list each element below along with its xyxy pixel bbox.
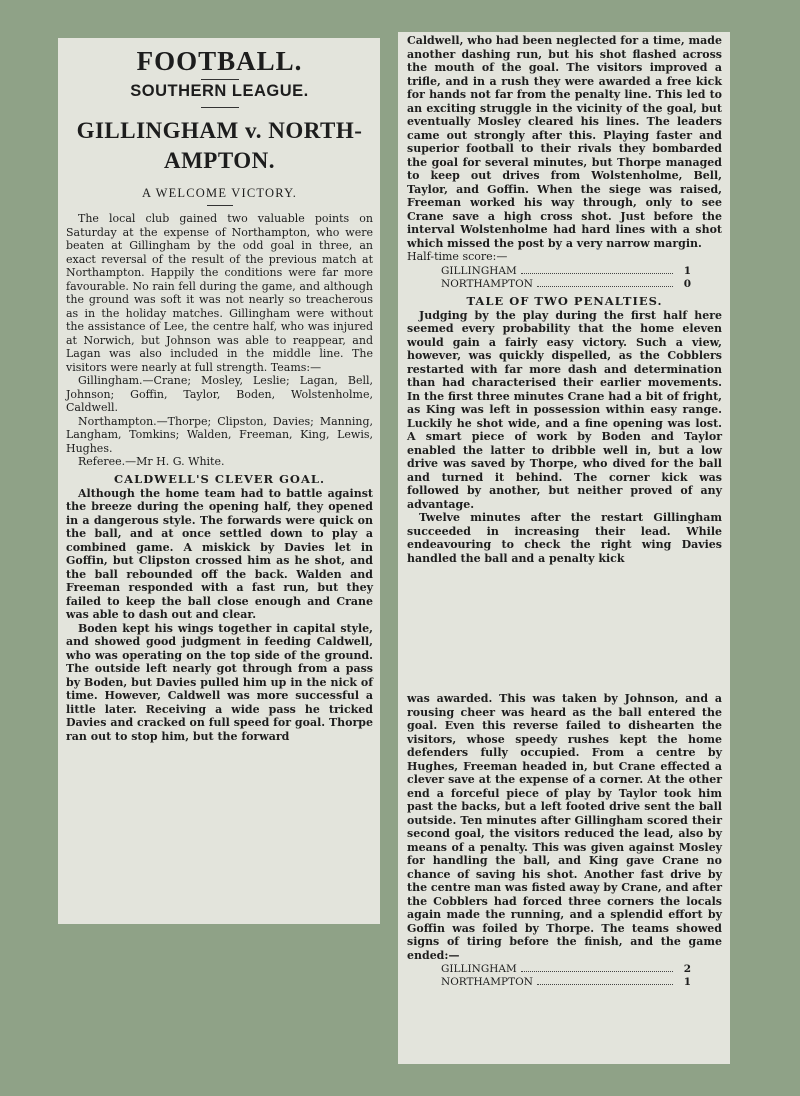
divider-rule (201, 79, 239, 80)
leader-dots (521, 265, 673, 274)
divider-rule (207, 205, 233, 206)
score-value: 2 (683, 963, 691, 975)
score-team: GILLINGHAM (441, 963, 517, 975)
paragraph-caldwell-continued: Caldwell, who had been neglected for a time, made another dashing run, but his shot flashed across the mouth of the goal. The visitors improved a trifle, and in a rush they were awarded a free kick for hands not far from the penalty line. This led to an exciting struggle in the vicinity of the goal, but eventually Mosley cleared his lines. The leaders came out strongly after this. Playing faster and superior football to their rivals they bombarded the goal for several minutes, but Thorpe managed to keep out drives from Wolstenholme, Bell, Taylor, and Goffin. When the siege was raised, Freeman worked his way through, only to see Crane save a high cross shot. Just before the interval Wolstenholme had hard lines with a shot which missed the post by a very narrow margin. (407, 34, 722, 250)
paragraph-penalty-kick: Twelve minutes after the restart Gillingham succeeded in increasing their lead. While endeavouring to check the right wing Davies handled the ball and a penalty kick (407, 511, 722, 565)
masthead-football: FOOTBALL. (136, 46, 303, 76)
leader-dots (537, 278, 673, 287)
divider-rule (201, 107, 239, 108)
score-row (441, 963, 691, 976)
score-team: NORTHAMPTON (441, 976, 533, 988)
halftime-label: Half-time score:— (407, 250, 508, 263)
article-column-right-top (398, 32, 730, 690)
article-column-left (58, 38, 380, 924)
fulltime-score-table (441, 963, 722, 989)
section-heading-two-penalties: TALE OF TWO PENALTIES. (466, 293, 663, 308)
paragraph-opening-half: Although the home team had to battle against the breeze during the opening half, they opened in a dangerous style. The forwards were quick on the ball, and at once settled down to play a combined game. A miskick by Davies let in Goffin, but Clipston crossed him as he shot, and the ball rebounded off the back. Walden and Freeman responded with a fast run, but they failed to keep the ball close enough and Crane was able to dash out and clear. (66, 486, 373, 621)
intro-paragraph: The local club gained two valuable points on Saturday at the expense of Northampton, who were beaten at Gillingham by the odd goal in three, an exact reversal of the result of the previous match at Northampton. Happily the conditions were far more favourable. No rain fell during the game, and although the ground was soft it was not nearly so treacherous as in the holiday matches. Gillingham were without the assistance of Lee, the centre half, who was injured at Norwich, but Johnson was able to reappear, and Lagan was also included in the middle line. The visitors were nearly at full strength. Teams:— (66, 212, 373, 374)
paragraph-boden-caldwell: Boden kept his wings together in capital style, and showed good judgment in feeding Caldwell, who was operating on the top side of the ground. The outside left nearly got through from a pass by Boden, but Davies pulled him up in the nick of time. However, Caldwell was more successful a little later. Receiving a wide pass he tricked Davies and cracked on full speed for goal. Thorpe ran out to stop him, but the forward (66, 621, 373, 743)
leader-dots (537, 976, 673, 985)
paragraph-second-half: Judging by the play during the first half here seemed every probability that the home eleven would gain a fairly easy victory. Such a view, however, was quickly dispelled, as the Cobblers restarted with far more dash and determination than had characterised their earlier movements. In the first three minutes Crane had a bit of fright, as King was left in possession within easy range. Luckily he shot wide, and a fine opening was lost. A smart piece of work by Boden and Taylor enabled the latter to dribble well in, but a low drive was saved by Thorpe, who dived for the ball and turned it behind. The corner kick was followed by another, but neither proved of any advantage. (407, 308, 722, 511)
section-heading-caldwell-goal: CALDWELL'S CLEVER GOAL. (114, 471, 325, 486)
score-row (441, 278, 691, 291)
referee-line: Referee.—Mr H. G. White. (78, 455, 225, 468)
score-value: 0 (683, 277, 691, 290)
score-row (441, 265, 691, 278)
score-team: NORTHAMPTON (441, 277, 533, 290)
article-column-right-bottom (398, 690, 730, 1064)
score-value: 1 (683, 264, 691, 277)
match-title: GILLINGHAM v. NORTH-AMPTON. (76, 118, 363, 173)
score-row (441, 976, 691, 989)
subheading-welcome-victory: A WELCOME VICTORY. (141, 186, 298, 200)
halftime-score-table (441, 265, 722, 291)
paragraph-penalty-awarded: was awarded. This was taken by Johnson, and a rousing cheer was heard as the ball entered the goal. Even this reverse failed to dishearten the visitors, whose speedy rushes kept the home defenders fully occupied. From a centre by Hughes, Freeman headed in, but Crane effected a clever save at the expense of a corner. At the other end a forceful piece of play by Taylor took him past the backs, but a left footed drive sent the ball outside. Ten minutes after Gillingham scored their second goal, the visitors reduced the lead, also by means of a penalty. This was given against Mosley for handling the ball, and King gave Crane no chance of saving his shot. Another fast drive by the centre man was fisted away by Crane, and after the Cobblers had forced three corners the locals again made the running, and a splendid effort by Goffin was foiled by Thorpe. The teams showed signs of tiring before the finish, and the game ended:— (407, 692, 722, 962)
leader-dots (521, 963, 673, 972)
league-heading: SOUTHERN LEAGUE. (130, 82, 309, 100)
team-list-northampton: Northampton.—Thorpe; Clipston, Davies; Manning, Langham, Tomkins; Walden, Freeman, King, Lewis, Hughes. (66, 414, 373, 455)
team-list-gillingham: Gillingham.—Crane; Mosley, Leslie; Lagan, Bell, Johnson; Goffin, Taylor, Boden, Wolstenholme, Caldwell. (66, 374, 373, 414)
score-team: GILLINGHAM (441, 264, 517, 277)
score-value: 1 (683, 976, 691, 988)
